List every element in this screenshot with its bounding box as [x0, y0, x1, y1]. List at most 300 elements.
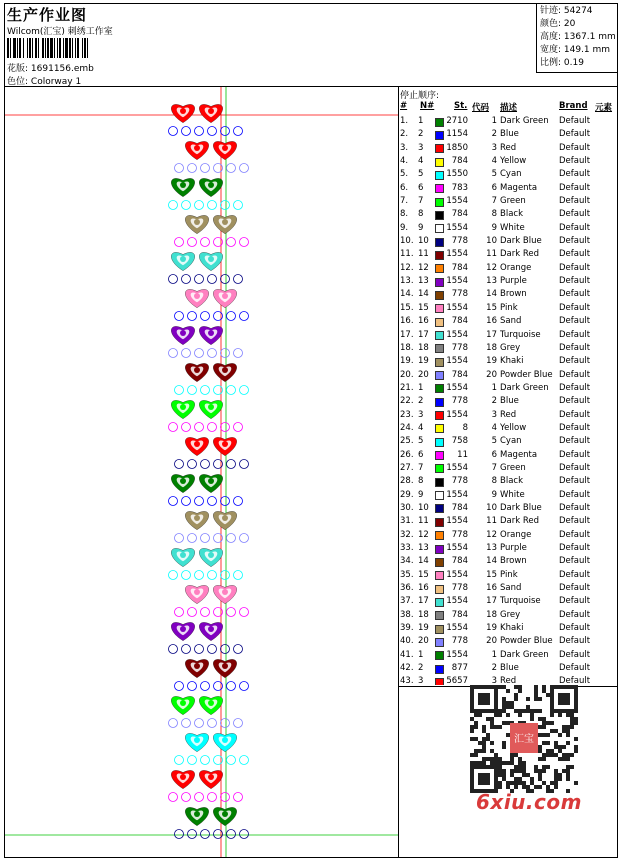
qr-module — [510, 761, 514, 765]
thread-row — [400, 128, 618, 141]
qr-module — [542, 689, 546, 693]
lace-scallop — [221, 201, 230, 210]
thread-brand: Default — [559, 116, 591, 126]
heart-center — [222, 811, 228, 817]
lace-scallop — [208, 793, 217, 802]
qr-module — [554, 729, 558, 733]
thread-brand: Default — [559, 169, 591, 180]
qr-module — [554, 785, 558, 789]
design-label: 花版: — [7, 64, 29, 74]
qr-module — [518, 709, 522, 713]
stitch-count: 8 — [462, 422, 468, 433]
thread-code: 3 — [491, 676, 497, 685]
heart-center — [194, 367, 200, 373]
row-index: 38. — [400, 609, 414, 620]
page-title: 生产作业图 — [7, 6, 88, 24]
thread-description: Green — [500, 196, 526, 207]
thread-description: Purple — [500, 543, 527, 553]
row-index: 42. — [400, 663, 414, 674]
qr-module — [566, 729, 570, 733]
qr-module — [490, 749, 494, 753]
heart-center — [208, 626, 214, 632]
color-swatch — [435, 585, 444, 594]
qr-module — [470, 753, 474, 757]
lace-scallop — [169, 571, 178, 580]
needle-number: 8 — [418, 209, 424, 220]
stitch-count: 778 — [451, 529, 468, 540]
qr-module — [522, 709, 526, 713]
lace-scallop — [188, 238, 197, 247]
qr-module — [510, 773, 514, 777]
thread-brand: Default — [559, 369, 591, 380]
thread-description: Turquoise — [500, 329, 541, 340]
lace-scallop — [221, 275, 230, 284]
needle-number: 2 — [418, 396, 424, 407]
company-name: Wilcom(汇宝) 刺绣工作室 — [7, 27, 113, 37]
qr-module — [522, 785, 526, 789]
stitch-count: 784 — [451, 316, 468, 327]
heart-center — [194, 145, 200, 151]
thread-row — [400, 462, 618, 475]
qr-module — [538, 725, 542, 729]
qr-module — [534, 709, 538, 713]
thread-row — [400, 115, 618, 128]
qr-module — [502, 701, 506, 705]
thread-code: 2 — [491, 663, 497, 674]
thread-row — [400, 555, 618, 568]
qr-code — [470, 685, 578, 793]
stitch-count: 11 — [457, 449, 468, 460]
lace-scallop — [188, 830, 197, 839]
thread-code: 9 — [491, 489, 497, 500]
needle-number: 20 — [418, 369, 429, 380]
thread-row — [400, 168, 618, 181]
qr-module — [490, 757, 494, 761]
thread-description: Brown — [500, 289, 527, 300]
row-index: 35. — [400, 569, 414, 580]
thread-code: 16 — [486, 316, 497, 327]
color-swatch — [435, 358, 444, 367]
lace-scallop — [169, 497, 178, 506]
stitch-count: 784 — [451, 369, 468, 380]
lace-scallop — [221, 349, 230, 358]
qr-module — [550, 753, 554, 757]
lace-scallop — [169, 201, 178, 210]
qr-module — [502, 741, 506, 745]
heart-center — [180, 552, 186, 558]
qr-module — [470, 725, 474, 729]
thread-row — [400, 288, 618, 301]
qr-module — [546, 741, 550, 745]
thread-description: Magenta — [500, 182, 538, 193]
qr-module — [498, 725, 502, 729]
lace-scallop — [169, 645, 178, 654]
qr-module — [558, 749, 562, 753]
row-index: 19. — [400, 356, 414, 367]
qr-module — [518, 765, 522, 769]
heart-center — [194, 737, 200, 743]
qr-module — [534, 685, 538, 689]
qr-module — [554, 777, 558, 781]
qr-module — [478, 761, 482, 765]
lace-scallop — [227, 460, 236, 469]
thread-description: Pink — [500, 302, 518, 313]
qr-module — [474, 721, 478, 725]
header-stitches: St. — [454, 101, 468, 111]
lace-scallop — [188, 386, 197, 395]
thread-brand: Default — [559, 196, 591, 207]
thread-brand: Default — [559, 489, 591, 500]
lace-scallop — [240, 756, 249, 765]
row-index: 31. — [400, 516, 414, 527]
row-index: 12. — [400, 262, 414, 273]
stitch-count: 758 — [451, 436, 468, 447]
thread-row — [400, 248, 618, 261]
thread-code: 18 — [486, 342, 497, 353]
thread-code: 13 — [486, 543, 497, 553]
stitch-count: 778 — [451, 289, 468, 300]
stitch-count: 1554 — [446, 596, 468, 607]
qr-module — [538, 773, 542, 777]
qr-module — [562, 725, 566, 729]
header-code: 代码 — [472, 103, 490, 113]
qr-module — [558, 745, 562, 749]
lace-scallop — [221, 645, 230, 654]
needle-number: 9 — [418, 222, 424, 233]
thread-description: Red — [500, 676, 517, 685]
lace-scallop — [234, 793, 243, 802]
qr-module — [538, 745, 542, 749]
row-index: 14. — [400, 289, 414, 300]
lace-scallop — [169, 793, 178, 802]
row-index: 22. — [400, 396, 414, 407]
qr-module — [554, 781, 558, 785]
qr-module — [550, 781, 554, 785]
qr-module — [494, 761, 498, 765]
qr-module — [518, 761, 522, 765]
heart-center — [208, 330, 214, 336]
heart-center — [194, 811, 200, 817]
qr-module — [522, 781, 526, 785]
stitch-count: 1554 — [446, 623, 468, 634]
thread-description: White — [500, 222, 525, 233]
qr-module — [482, 749, 486, 753]
thread-code: 1 — [491, 116, 497, 126]
qr-module — [518, 713, 522, 717]
thread-row — [400, 502, 618, 515]
lace-scallop — [195, 275, 204, 284]
thread-code: 3 — [491, 142, 497, 153]
color-swatch — [435, 224, 444, 233]
lace-scallop — [240, 608, 249, 617]
thread-brand: Default — [559, 516, 591, 527]
needle-number: 11 — [418, 249, 429, 260]
lace-scallop — [234, 497, 243, 506]
qr-module — [542, 685, 546, 689]
needle-number: 9 — [418, 489, 424, 500]
qr-module — [574, 781, 578, 785]
needle-number: 18 — [418, 609, 429, 620]
lace-scallop — [182, 497, 191, 506]
heart-center — [194, 293, 200, 299]
thread-row — [400, 142, 618, 155]
color-swatch — [435, 478, 444, 487]
thread-code: 15 — [486, 569, 497, 580]
color-swatch — [435, 678, 444, 685]
stitch-count: 1554 — [446, 196, 468, 207]
lace-scallop — [188, 312, 197, 321]
lace-scallop — [227, 164, 236, 173]
qr-module — [566, 773, 570, 777]
row-index: 8. — [400, 209, 409, 220]
qr-module — [506, 785, 510, 789]
qr-module — [566, 753, 570, 757]
lace-scallop — [175, 164, 184, 173]
row-index: 41. — [400, 649, 414, 660]
thread-row — [400, 382, 618, 395]
thread-code: 9 — [491, 222, 497, 233]
lace-scallop — [169, 719, 178, 728]
lace-scallop — [175, 386, 184, 395]
qr-module — [542, 765, 546, 769]
color-swatch — [435, 131, 444, 140]
thread-brand: Default — [559, 182, 591, 193]
thread-code: 1 — [491, 382, 497, 393]
qr-module — [502, 769, 506, 773]
needle-number: 15 — [418, 302, 429, 313]
thread-row — [400, 609, 618, 622]
needle-number: 2 — [418, 663, 424, 674]
lace-scallop — [227, 756, 236, 765]
row-index: 21. — [400, 382, 414, 393]
lace-scallop — [240, 460, 249, 469]
thread-code: 2 — [491, 396, 497, 407]
heart-center — [208, 478, 214, 484]
qr-module — [490, 741, 494, 745]
qr-module — [546, 749, 550, 753]
thread-description: Grey — [500, 342, 521, 353]
color-swatch — [435, 158, 444, 167]
qr-module — [510, 701, 514, 705]
lace-scallop — [169, 349, 178, 358]
row-index: 37. — [400, 596, 414, 607]
qr-module — [510, 781, 514, 785]
qr-module — [502, 709, 506, 713]
stitch-count: 778 — [451, 396, 468, 407]
heart-center — [222, 515, 228, 521]
qr-module — [542, 717, 546, 721]
qr-module — [534, 765, 538, 769]
thread-code: 18 — [486, 609, 497, 620]
design-file — [7, 61, 94, 74]
thread-description: Yellow — [500, 156, 527, 167]
qr-module — [494, 757, 498, 761]
color-swatch — [435, 611, 444, 620]
thread-description: Dark Green — [500, 649, 549, 660]
lace-scallop — [240, 312, 249, 321]
lace-scallop — [182, 793, 191, 802]
thread-brand: Default — [559, 236, 591, 247]
heart-center — [180, 626, 186, 632]
qr-module — [542, 733, 546, 737]
qr-module — [562, 753, 566, 757]
thread-brand: Default — [559, 676, 591, 685]
heart-center — [180, 700, 186, 706]
lace-scallop — [201, 830, 210, 839]
qr-module — [538, 769, 542, 773]
qr-module — [558, 713, 562, 717]
lace-scallop — [188, 682, 197, 691]
qr-module — [510, 753, 514, 757]
row-index: 4. — [400, 156, 409, 167]
lace-scallop — [234, 127, 243, 136]
lace-scallop — [175, 608, 184, 617]
qr-module — [522, 769, 526, 773]
qr-module — [526, 705, 530, 709]
thread-brand: Default — [559, 529, 591, 540]
lace-scallop — [195, 793, 204, 802]
lace-scallop — [182, 423, 191, 432]
qr-module — [482, 761, 486, 765]
stitch-count: 778 — [451, 342, 468, 353]
thread-brand: Default — [559, 476, 591, 487]
qr-module — [514, 781, 518, 785]
qr-module — [538, 717, 542, 721]
lace-scallop — [227, 238, 236, 247]
needle-number: 6 — [418, 182, 424, 193]
needle-number: 17 — [418, 329, 429, 340]
qr-module — [498, 769, 502, 773]
lace-scallop — [182, 201, 191, 210]
thread-row — [400, 529, 618, 542]
thread-code: 20 — [486, 369, 497, 380]
thread-description: Turquoise — [500, 596, 541, 607]
qr-module — [546, 693, 550, 697]
qr-module — [542, 753, 546, 757]
thread-brand: Default — [559, 342, 591, 353]
stitch-count: 778 — [451, 476, 468, 487]
color-swatch — [435, 451, 444, 460]
column-divider — [398, 86, 399, 858]
thread-brand: Default — [559, 222, 591, 233]
stitch-count: 784 — [451, 556, 468, 567]
qr-module — [546, 785, 550, 789]
thread-brand: Default — [559, 249, 591, 260]
thread-code: 11 — [486, 516, 497, 527]
qr-module — [474, 737, 478, 741]
lace-scallop — [208, 275, 217, 284]
needle-number: 14 — [418, 556, 429, 567]
thread-code: 19 — [486, 623, 497, 634]
heart-center — [180, 404, 186, 410]
qr-module — [542, 757, 546, 761]
qr-module — [550, 749, 554, 753]
lace-scallop — [227, 682, 236, 691]
qr-module — [498, 757, 502, 761]
lace-scallop — [234, 423, 243, 432]
needle-number: 12 — [418, 529, 429, 540]
thread-description: Dark Green — [500, 116, 549, 126]
qr-module — [526, 709, 530, 713]
thread-code: 4 — [491, 156, 497, 167]
thread-code: 10 — [486, 236, 497, 247]
lace-scallop — [175, 534, 184, 543]
watermark-site: 6xiu.com — [476, 790, 582, 814]
thread-row — [400, 329, 618, 342]
qr-module — [566, 733, 570, 737]
qr-module — [566, 769, 570, 773]
lace-scallop — [201, 238, 210, 247]
lace-scallop — [201, 756, 210, 765]
thread-code: 20 — [486, 636, 497, 647]
qr-module — [502, 745, 506, 749]
row-index: 11. — [400, 249, 414, 260]
qr-module — [522, 761, 526, 765]
qr-module — [482, 741, 486, 745]
qr-module — [506, 701, 510, 705]
lace-scallop — [201, 312, 210, 321]
qr-module — [514, 709, 518, 713]
qr-module — [490, 761, 494, 765]
thread-code: 10 — [486, 502, 497, 513]
thread-brand: Default — [559, 302, 591, 313]
row-index: 26. — [400, 449, 414, 460]
thread-brand: Default — [559, 129, 591, 140]
needle-number: 13 — [418, 276, 429, 287]
qr-module — [498, 781, 502, 785]
qr-module — [502, 697, 506, 701]
thread-row — [400, 195, 618, 208]
lace-scallop — [182, 275, 191, 284]
design-width: 宽度: 149.1 mm — [540, 45, 611, 55]
lace-scallop — [234, 645, 243, 654]
info-bottom-divider — [536, 72, 618, 73]
qr-module — [482, 745, 486, 749]
thread-row — [400, 409, 618, 422]
lace-scallop — [188, 460, 197, 469]
qr-module — [482, 725, 486, 729]
needle-number: 1 — [418, 382, 424, 393]
needle-number: 8 — [418, 476, 424, 487]
qr-module — [534, 785, 538, 789]
thread-row — [400, 635, 618, 648]
header-hash: # — [400, 101, 408, 111]
qr-module — [554, 741, 558, 745]
qr-module — [506, 689, 510, 693]
thread-description: Powder Blue — [500, 636, 553, 647]
qr-module — [558, 777, 562, 781]
lace-scallop — [195, 571, 204, 580]
qr-module — [566, 741, 570, 745]
thread-description: Blue — [500, 396, 519, 407]
lace-scallop — [234, 571, 243, 580]
row-index: 16. — [400, 316, 414, 327]
heart-center — [194, 589, 200, 595]
needle-number: 4 — [418, 156, 424, 167]
thread-brand: Default — [559, 276, 591, 287]
lace-scallop — [208, 423, 217, 432]
qr-module — [482, 729, 486, 733]
thread-code: 17 — [486, 596, 497, 607]
needle-number: 12 — [418, 262, 429, 273]
heart-center — [194, 663, 200, 669]
thread-brand: Default — [559, 649, 591, 660]
row-index: 43. — [400, 676, 414, 685]
qr-module — [562, 757, 566, 761]
lace-scallop — [208, 645, 217, 654]
qr-module — [502, 761, 506, 765]
thread-code: 15 — [486, 302, 497, 313]
